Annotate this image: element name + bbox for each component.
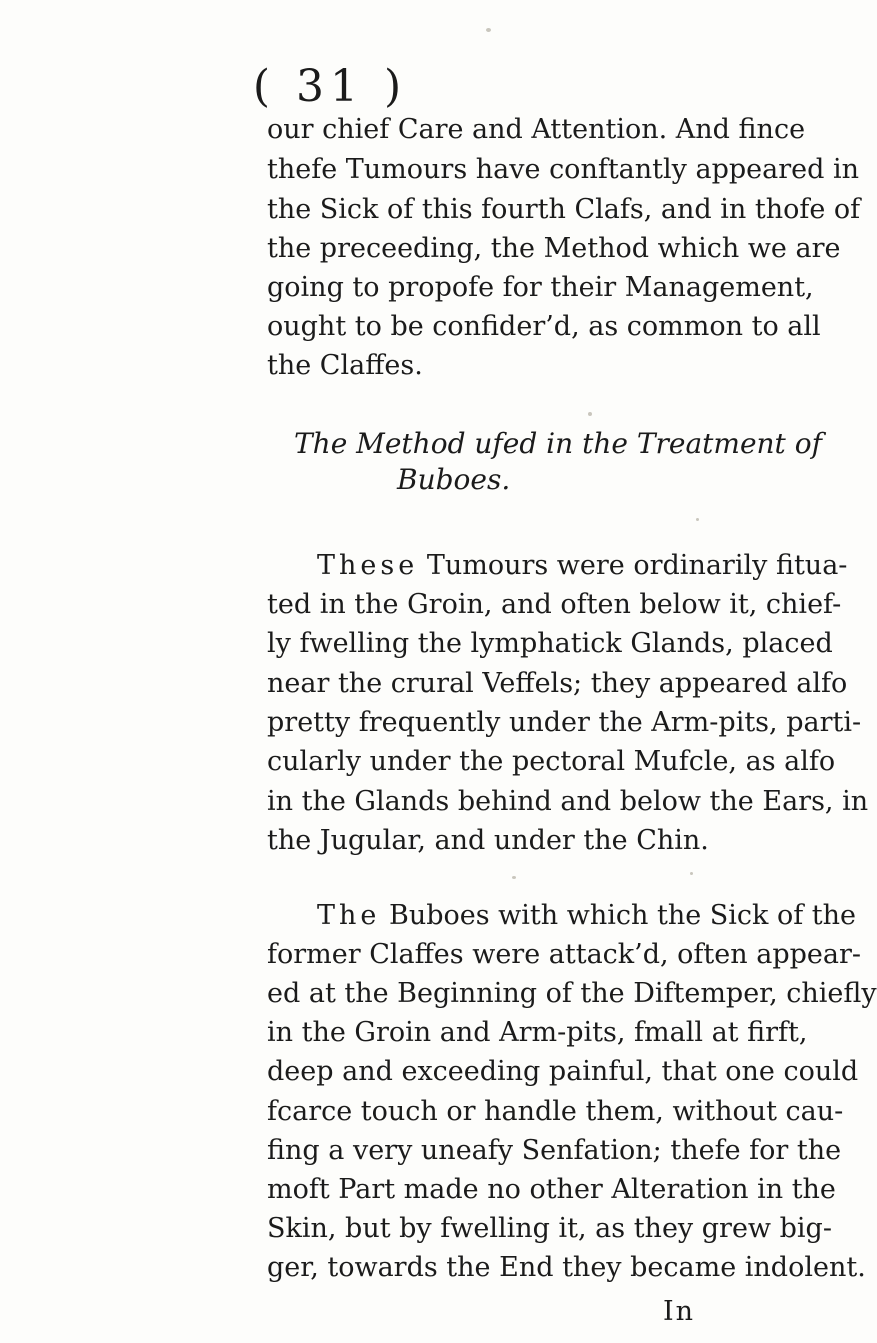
text-line: fing a very uneafy Senfation; thefe for the	[267, 1135, 842, 1166]
text-line: ed at the Beginning of the Diftemper, chiefly	[267, 978, 877, 1009]
text-line: Buboes with which the Sick of the	[388, 900, 857, 931]
paper-speck	[690, 872, 693, 875]
text-line: former Claffes were attack’d, often appear-	[267, 939, 861, 970]
text-line: going to propofe for their Management,	[267, 272, 814, 303]
paper-speck	[696, 518, 699, 521]
text-line: deep and exceeding painful, that one could	[267, 1056, 859, 1087]
paper-speck	[512, 876, 516, 879]
text-line: pretty frequently under the Arm-pits, parti-	[267, 707, 862, 738]
text-line: near the crural Veffels; they appeared alfo	[267, 668, 848, 699]
text-line: the preceeding, the Method which we are	[267, 233, 841, 264]
text-line: ted in the Groin, and often below it, chief-	[267, 589, 842, 620]
paragraph-lead: These	[317, 550, 419, 581]
text-line: the Claffes.	[267, 350, 423, 381]
paper-speck	[486, 28, 491, 32]
text-line: our chief Care and Attention. And fince	[267, 114, 806, 145]
section-heading-line-2: Buboes.	[397, 463, 511, 496]
text-line: thefe Tumours have conftantly appeared in	[267, 154, 859, 185]
text-line: Tumours were ordinarily fitua-	[426, 550, 848, 581]
paper-speck	[588, 412, 592, 416]
page-number: ( 31 )	[252, 61, 408, 112]
catchword: In	[663, 1296, 696, 1327]
paragraph-lead: The	[317, 900, 381, 931]
text-line: the Jugular, and under the Chin.	[267, 825, 709, 856]
text-line: the Sick of this fourth Clafs, and in thofe of	[267, 194, 861, 225]
text-line: in the Glands behind and below the Ears, in	[267, 786, 869, 817]
text-line: fcarce touch or handle them, without cau-	[267, 1096, 844, 1127]
text-line: ought to be confider’d, as common to all	[267, 311, 821, 342]
text-line: cularly under the pectoral Mufcle, as alfo	[267, 746, 836, 777]
text-line-first	[317, 546, 848, 586]
text-line: ly fwelling the lymphatick Glands, placed	[267, 628, 833, 659]
text-line: ger, towards the End they became indolent.	[267, 1252, 866, 1283]
text-line: in the Groin and Arm-pits, fmall at firft,	[267, 1017, 808, 1048]
text-line-first	[317, 896, 857, 936]
section-heading-line-1: The Method ufed in the Treatment of	[294, 427, 822, 460]
text-line: moft Part made no other Alteration in the	[267, 1174, 836, 1205]
text-line: Skin, but by fwelling it, as they grew big-	[267, 1213, 832, 1244]
